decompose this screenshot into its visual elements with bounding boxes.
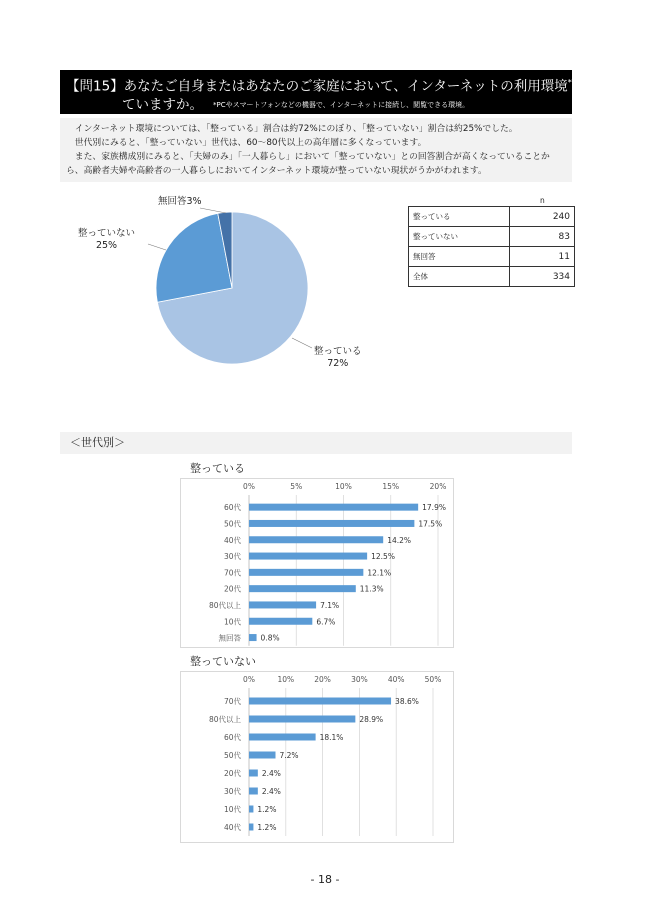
pie-label-na: 無回答3% — [158, 196, 202, 207]
summary-box — [60, 118, 572, 182]
category-label: 10代 — [223, 805, 241, 814]
category-label: 40代 — [223, 535, 241, 545]
category-label: 20代 — [223, 769, 241, 778]
question-line1 — [66, 74, 613, 96]
chart1-svg — [181, 479, 453, 647]
row-label: 整っていない — [409, 227, 510, 247]
table-row — [409, 267, 575, 287]
pie-label-ng-name: 整っていない — [78, 228, 136, 239]
row-value: 83 — [510, 227, 575, 247]
bar — [249, 716, 355, 723]
summary-line: 世代別にみると、「整っていない」世代は、60～80代以上の高年層に多くなっています。 — [66, 138, 427, 148]
bar — [249, 752, 275, 759]
category-label: 30代 — [223, 552, 241, 562]
tick-label: 20% — [314, 675, 331, 684]
question-text-2: ていますか。 — [122, 96, 203, 113]
pie-label-ng — [78, 228, 135, 252]
table-n-header: n — [540, 196, 545, 205]
data-label: 18.1% — [319, 733, 344, 742]
category-label: 20代 — [223, 584, 241, 594]
data-label: 7.2% — [279, 751, 299, 760]
page-number: - 18 - — [310, 873, 340, 886]
question-text: 【問15】あなたご自身またはあなたのご家庭において、インターネットの利用環境 — [66, 78, 568, 95]
data-label: 28.9% — [359, 715, 384, 724]
chart1-box — [180, 478, 454, 648]
bar — [249, 569, 363, 576]
pie-label-ok-name: 整っている — [314, 346, 362, 357]
pie-label-ok — [314, 346, 362, 370]
bar — [249, 734, 316, 741]
category-label: 60代 — [223, 733, 241, 742]
bar — [249, 504, 418, 511]
tick-label: 20% — [429, 482, 447, 491]
table-row — [409, 227, 575, 247]
bar — [249, 553, 367, 560]
tick-label: 0% — [243, 482, 255, 491]
chart2-title: 整っていない — [190, 655, 256, 668]
tick-label: 40% — [387, 675, 405, 684]
table-row — [409, 207, 575, 227]
row-value: 334 — [510, 267, 575, 287]
tick-label: 10% — [277, 675, 295, 684]
chart2-box — [180, 671, 454, 843]
chart1-title: 整っている — [190, 462, 245, 475]
tick-label: 15% — [382, 482, 400, 491]
pie-chart — [60, 188, 380, 388]
row-label: 全体 — [409, 267, 510, 287]
summary-line: インターネット環境については、「整っている」割合は約72%にのぼり、「整っていない」割合は約25%でした。 — [66, 124, 518, 134]
data-label: 17.5% — [418, 519, 443, 529]
row-label: 無回答 — [409, 247, 510, 267]
pie-label-ok-pct: 72% — [327, 358, 349, 369]
data-label: 0.8% — [260, 633, 280, 643]
category-label: 50代 — [223, 519, 241, 529]
chart2-svg — [181, 672, 453, 842]
category-label: 70代 — [223, 568, 241, 578]
category-label: 無回答 — [218, 633, 241, 643]
leader-ng — [148, 244, 166, 250]
question-header — [60, 70, 613, 114]
bar — [249, 536, 383, 543]
bar — [249, 520, 414, 527]
row-value: 11 — [510, 247, 575, 267]
data-label: 6.7% — [316, 617, 336, 627]
category-label: 80代以上 — [208, 715, 241, 724]
data-label: 12.5% — [371, 552, 395, 562]
bar — [249, 788, 258, 795]
row-label: 整っている — [409, 207, 510, 227]
bar — [249, 634, 257, 641]
footnote-mark: * — [567, 78, 572, 87]
tick-label: 0% — [243, 675, 255, 684]
data-label: 12.1% — [367, 568, 392, 578]
bar — [249, 824, 253, 831]
summary-line: また、家族構成別にみると、「夫婦のみ」「一人暮らし」において「整っていない」との回答割合が高くなっていることか — [66, 152, 550, 162]
table-row — [409, 247, 575, 267]
category-label: 80代以上 — [208, 600, 241, 610]
bar — [249, 585, 356, 592]
count-table — [408, 206, 575, 287]
data-label: 2.4% — [261, 787, 281, 796]
question-text-end: は整っ — [571, 78, 613, 95]
data-label: 2.4% — [261, 769, 281, 778]
question-line2 — [66, 96, 566, 114]
bar — [249, 601, 316, 608]
data-label: 14.2% — [387, 535, 412, 545]
summary-line: ら、高齢者夫婦や高齢者の一人暮らしにおいてインターネット環境が整っていない現状がうかがわれます。 — [66, 166, 487, 176]
tick-label: 5% — [290, 482, 303, 491]
bar — [249, 618, 312, 625]
category-label: 40代 — [223, 823, 241, 832]
data-label: 17.9% — [422, 503, 446, 513]
category-label: 60代 — [223, 503, 241, 513]
bar — [249, 698, 391, 705]
tick-label: 30% — [351, 675, 368, 684]
data-label: 1.2% — [257, 823, 277, 832]
bar — [249, 770, 258, 777]
category-label: 50代 — [223, 751, 241, 760]
category-label: 70代 — [223, 697, 241, 706]
data-label: 1.2% — [257, 805, 277, 814]
tick-label: 10% — [335, 482, 352, 491]
data-label: 7.1% — [320, 600, 340, 610]
question-note: *PCやスマートフォンなどの機器で、インターネットに接続し、閲覧できる環境。 — [213, 100, 470, 109]
leader-ok — [292, 338, 312, 348]
category-label: 30代 — [223, 787, 241, 796]
leader-na — [200, 208, 226, 213]
category-label: 10代 — [223, 617, 241, 627]
data-label: 11.3% — [359, 584, 384, 594]
data-label: 38.6% — [395, 697, 419, 706]
tick-label: 50% — [424, 675, 442, 684]
section-title: ＜世代別＞ — [60, 432, 572, 454]
bar — [249, 806, 253, 813]
row-value: 240 — [510, 207, 575, 227]
pie-label-ng-pct: 25% — [95, 240, 118, 251]
